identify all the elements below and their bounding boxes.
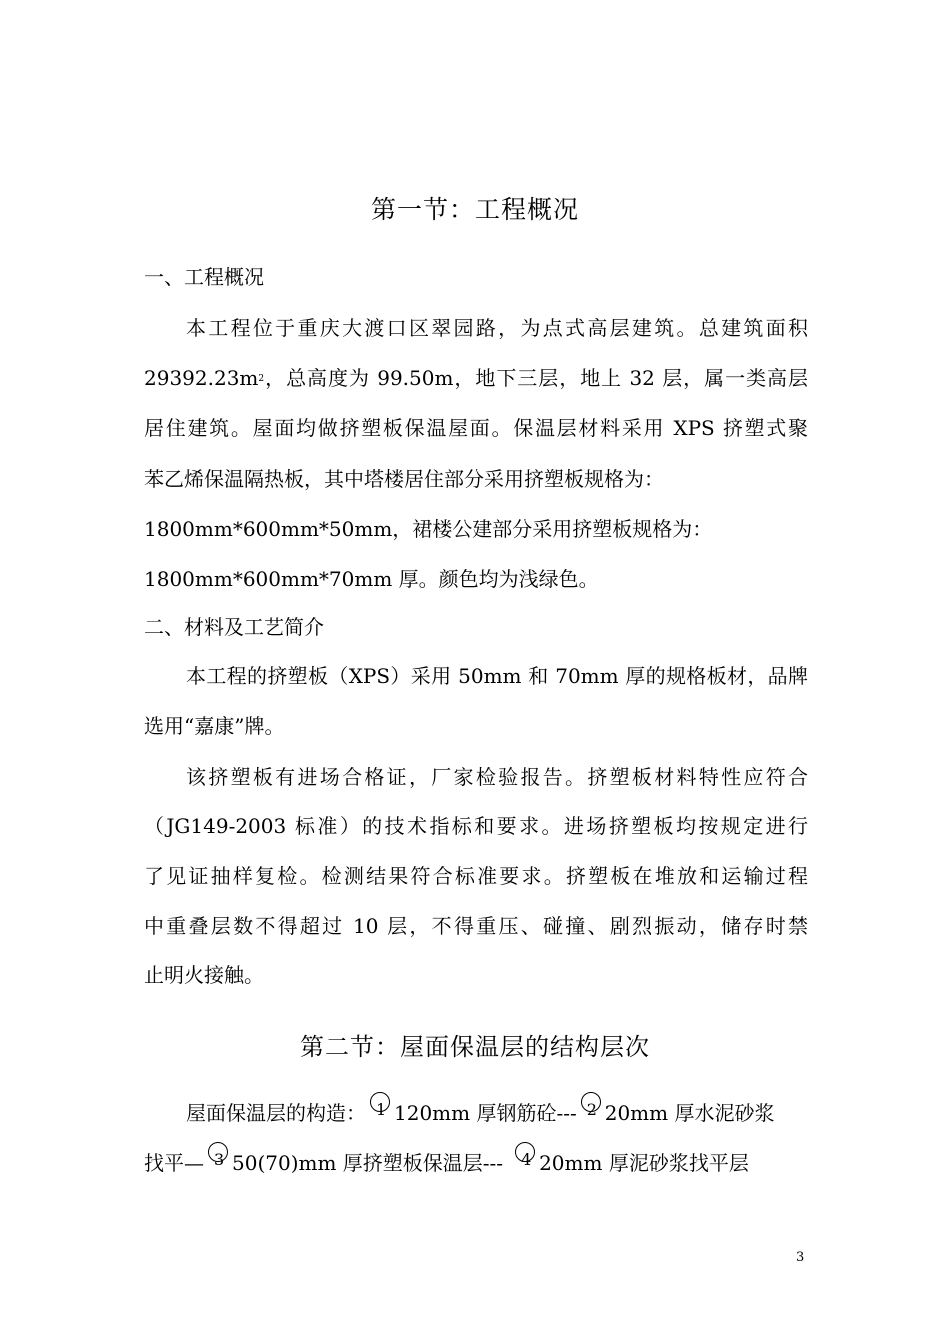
- para3-line4: 中重叠层数不得超过 10 层，不得重压、碰撞、剧烈振动，储存时禁: [144, 914, 808, 938]
- area-value: 29392.23m: [144, 366, 259, 390]
- sub2-heading: 二、材料及工艺简介: [144, 615, 324, 639]
- area-unit-superscript: 2: [258, 374, 265, 384]
- structure-item4: 20mm 厚泥砂浆找平层: [539, 1151, 749, 1175]
- structure-line2: [144, 1148, 808, 1178]
- structure-line2-prefix: 找平—: [144, 1151, 204, 1175]
- para3-line5: 止明火接触。: [144, 963, 264, 987]
- structure-item1: 120mm 厚钢筋砼---: [394, 1101, 577, 1125]
- para2-line2: 选用“嘉康”牌。: [144, 714, 285, 738]
- section1-title: 第一节：工程概况: [370, 195, 579, 224]
- para1-line4: 苯乙烯保温隔热板，其中塔楼居住部分采用挤塑板规格为：: [144, 467, 664, 491]
- structure-item3: 50(70)mm 厚挤塑板保温层---: [232, 1151, 504, 1175]
- circled-number-4-icon: 4: [515, 1150, 537, 1172]
- circled-number-1-icon: 1: [370, 1100, 392, 1122]
- sub1-heading: 一、工程概况: [144, 265, 264, 289]
- structure-line1: [186, 1098, 808, 1128]
- para3-line3: 了见证抽样复检。检测结果符合标准要求。挤塑板在堆放和运输过程: [144, 864, 808, 888]
- para1-line2-rest: ，总高度为 99.50m，地下三层，地上 32 层，属一类高层: [264, 366, 808, 390]
- para1-line6: 1800mm*600mm*70mm 厚。颜色均为浅绿色。: [144, 567, 599, 591]
- para1-line3: 居住建筑。屋面均做挤塑板保温屋面。保温层材料采用 XPS 挤塑式聚: [144, 416, 808, 440]
- para1-line2: [144, 363, 808, 394]
- para1-line1: 本工程位于重庆大渡口区翠园路，为点式高层建筑。总建筑面积: [186, 316, 808, 340]
- para2-line1: 本工程的挤塑板（XPS）采用 50mm 和 70mm 厚的规格板材，品牌: [186, 664, 808, 688]
- para3-line2: （JG149-2003 标准）的技术指标和要求。进场挤塑板均按规定进行: [144, 814, 808, 838]
- structure-prefix: 屋面保温层的构造：: [186, 1101, 366, 1125]
- circled-number-3-icon: 3: [208, 1150, 230, 1172]
- circled-number-2-icon: 2: [581, 1100, 603, 1122]
- section2-title: 第二节：屋面保温层的结构层次: [300, 1033, 650, 1061]
- para3-line1: 该挤塑板有进场合格证，厂家检验报告。挤塑板材料特性应符合: [186, 765, 808, 789]
- page-number: 3: [796, 1250, 805, 1265]
- para1-line5: 1800mm*600mm*50mm，裙楼公建部分采用挤塑板规格为：: [144, 517, 713, 541]
- structure-item2: 20mm 厚水泥砂浆: [604, 1101, 775, 1125]
